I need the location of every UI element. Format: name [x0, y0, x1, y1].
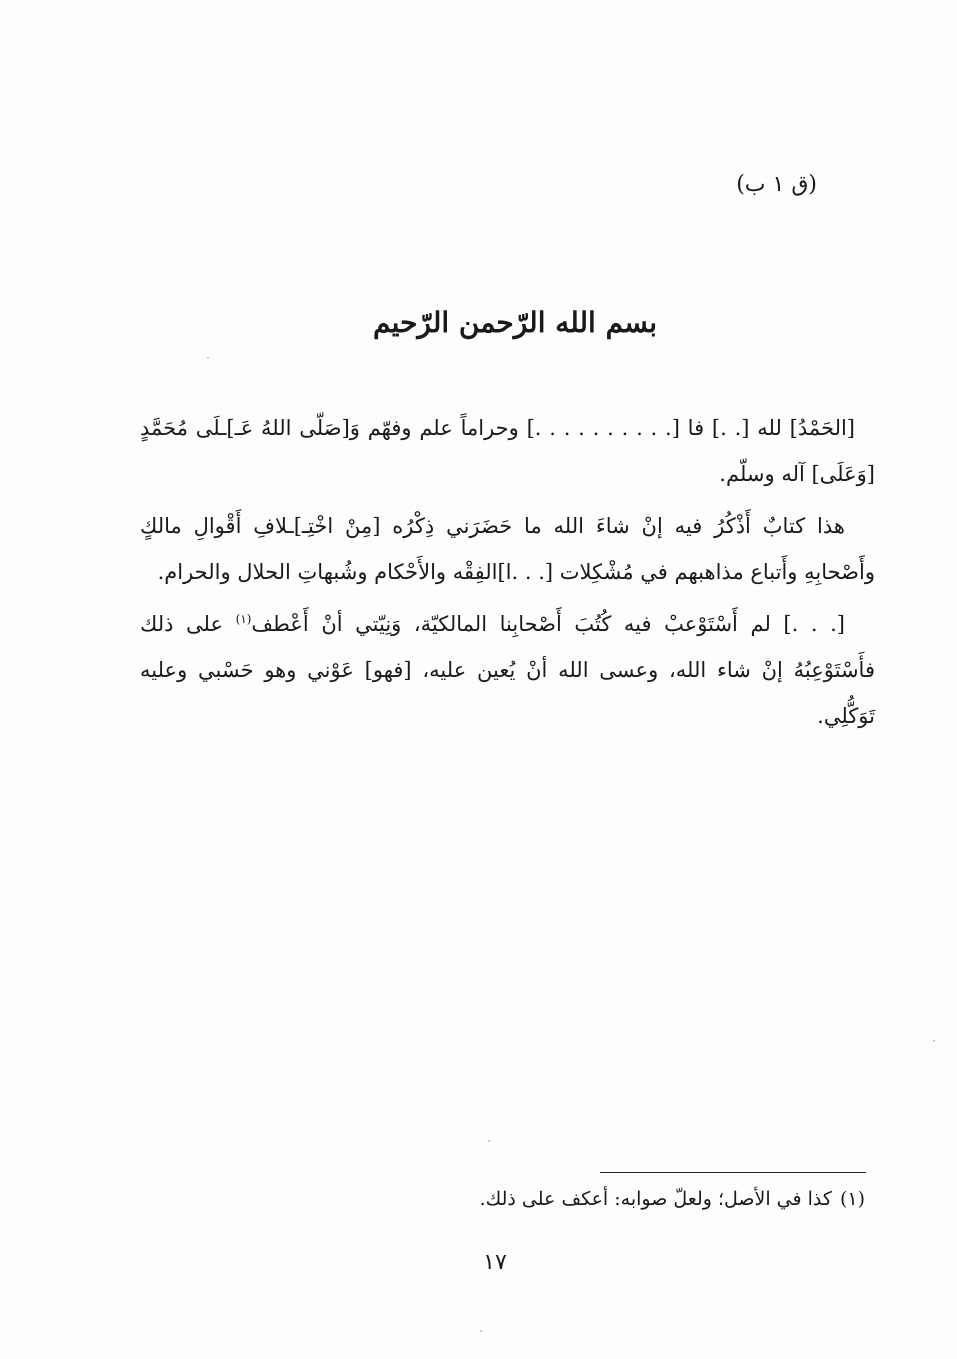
scan-speck	[480, 1330, 482, 1332]
footnote-reference[interactable]: (١)	[235, 612, 252, 626]
main-text	[140, 405, 875, 745]
footnote-text: كذا في الأصل؛ ولعلّ صوابه: أعكف على ذلك.	[479, 1188, 832, 1210]
folio-marker: (ق ١ ب)	[736, 172, 817, 197]
footnote-number: (١)	[839, 1188, 865, 1210]
paragraph-scope-part2: على ذلك فأَسْتَوْعِبُهُ إنْ شاء الله، وعسى الله أنْ يُعين عليه، [فهو] عَوْني وهو حَسْبي وعليه تَوَكُّلِي.	[140, 612, 875, 728]
page-number: ١٧	[483, 1250, 507, 1275]
scan-speck	[207, 357, 209, 359]
scan-speck	[488, 1140, 490, 1142]
paragraph-scope	[140, 601, 875, 739]
paragraph-book-purpose: هذا كتابٌ أَذْكُرُ فيه إنْ شاءَ الله ما حَضَرَني ذِكْرُه [مِنْ اخْتِـ]ـلافِ أَقْوالِ مالكٍ وأَصْحابِهِ وأَتباع مذاهبهم في مُشْكِلات [. . .ا]الفِقْه والأَحْكام وشُبهاتِ الحلال والحرام.	[140, 514, 875, 584]
paragraph-scope-part1: [. . .] لم أَسْتَوْعبْ فيه كُتُبَ أَصْحابِنا المالكيّة، وَنِيّتي أنْ أَعْطف	[251, 612, 845, 636]
footnote	[480, 1188, 865, 1210]
footnote-separator	[600, 1172, 866, 1173]
basmala-heading: بسم الله الرّحمن الرّحيم	[373, 306, 657, 339]
paragraph-opening-praise: [الحَمْدُ] لله [. .] فا [. . . . . . . . . .] وحراماً علم وفهّم وَ[صَلّى اللهُ عَـ]ـلَى مُحَمَّدٍ [وَعَلَى] آله وسلّم.	[140, 416, 875, 486]
scan-speck	[933, 1040, 935, 1042]
